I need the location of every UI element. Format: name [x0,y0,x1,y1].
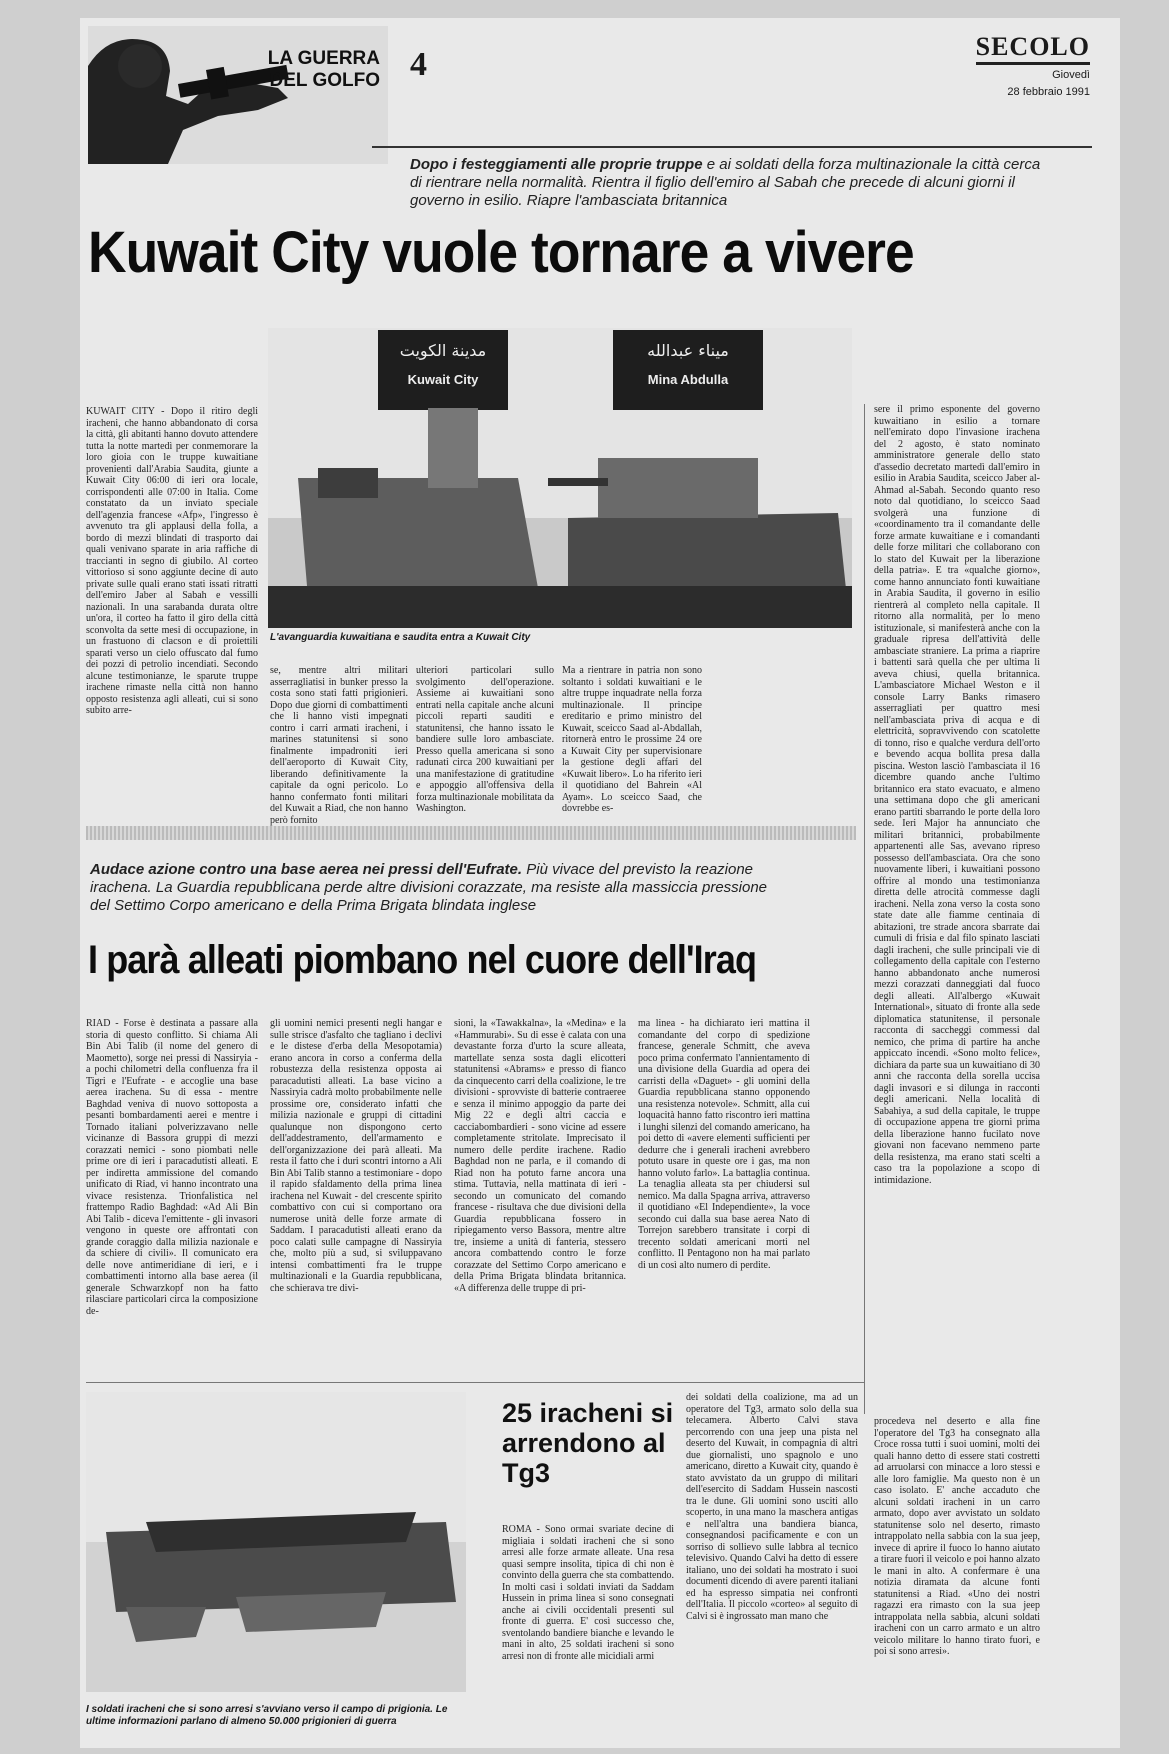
story3-col1: ROMA - Sono ormai svariate decine di migliaia i soldati iracheni che si sono arresi alle forze armate alleate. Una resa quasi sempre insolita, tipica di chi non è convinto della guerra che sta combattendo. In molti casi i soldati inviati da Saddam Hussein in prima linea si sono consegnati anche ai civili occidentali presenti sul fronte di guerra. E' così successo che, sventolando bandiere bianche e levando le mani in alto, 25 soldati iracheni si sono arresi non di fronte alle micidiali armi [502,1524,674,1662]
soldier-with-gun-illustration [88,26,388,164]
story2-col3: sioni, la «Tawakkalna», la «Medina» e la «Hammurabi». Su di esse è calata con una devastante forza d'urto la scure alleata, martellate senza sosta dagli elicotteri statunitensi «Abrams» e presso di fianco da cinquecento carri della coalizione, le tre divisioni - sprovviste di batterie contraeree e senza il minimo appoggio da parte dei Mig 22 e degli altri caccia e cacciabombardieri - sono vicine ad essere completamente stritolate. Imprecisato il numero delle perdite irachene. Radio Baghdad non ne parla, e il comando di Riad non ha potuto farne ancora una stima. Tuttavia, nella mattinata di ieri - secondo un comunicato del comando francese - risultava che due divisioni della Guardia repubblicana fossero in ripiegamento verso Bassora, mentre altre tre, insieme a unità di fanteria, stessero ancora combattendo contro le forze corazzate del Settimo Corpo americano e della Prima Brigata blindata britannica. «A differenza delle truppe di pri- [454,1018,626,1294]
sign-right-text: Mina Abdulla [647,372,729,387]
masthead-date: 28 febbraio 1991 [1007,86,1090,98]
story1-photo [268,328,852,628]
newspaper-page [80,18,1120,1748]
story1-col2: se, mentre altri militari asserragliatisi in bunker presso la costa sono stati fatti prigionieri. Dopo due giorni di combattimenti che li hanno visti impegnati contro i carri armati iracheni, i marines statunitensi si sono finalmente impadroniti ieri dell'aeroporto di Kuwait City, liberando definitivamente la capitale da ogni pericolo. Lo hanno confermato fonti militari del Kuwait a Riad, che non hanno però fornito [270,665,408,826]
story1-headline: Kuwait City vuole tornare a vivere [88,220,914,285]
story3-col2: dei soldati della coalizione, ma ad un operatore del Tg3, armato solo della sua telecamera. Alberto Calvi stava percorrendo con una jeep una pista nel deserto del Kuwait, in compagnia di altri due giornalisti, uno spagnolo e uno americano, diretto a Kuwait city, quando è stato avvistato da un gruppo di militari dell'esercito di Saddam Hussein nascosti tra le dune. Gli uomini sono usciti allo scoperto, in una mano la maschera antigas e nell'altra una bandiera bianca, consegnandosi pacificamente e con un sorriso di sollievo sulle labbra al tecnico televisivo. Quando Calvi ha detto di essere italiano, uno dei soldati ha mostrato i suoi documenti dicendo di avere parenti italiani ed ha espresso simpatia nei confronti dell'Italia. Il piccolo «corteo» al seguito di Calvi si è ingrossato man mano che [686,1392,858,1622]
story1-col5: sere il primo esponente del governo kuwaitiano in esilio a tornare nell'emirato dopo l'invasione irachena del 2 agosto, è stato nominato amministratore generale dello stato d'assedio decretato martedì dall'emiro in esilio in Arabia Saudita, sceicco Jaber al-Ahmad al-Sabah. Secondo quanto reso noto dal quotidiano, lo sceicco Saad svolgerà una funzione di «coordinamento tra il comandante delle forze armate kuwaitiane e i comandanti delle forze militari che collaborano con lo stato del Kuwait per la liberazione della patria». E tra «qualche giorno», come hanno annunciato fonti kuwaitiane in Arabia Saudita, il governo in esilio rientrerà al completo nella capitale. Il ritorno alla normalità, per lo meno istituzionale, si manifesterà anche con la graduale ripresa dell'attività delle ambasciate straniere. La prima a riaprire i battenti sarà quella che per ultima li aveva chiusi, quella britannica. L'ambasciatore Michael Weston e il console Larry Banks rimasero asserragliati per quattro mesi nell'ambasciata priva di acqua e di elettricità, sopravvivendo con scatolette di tonno, riso e qualche verdura dell'orto e bevendo acqua bollita presa dalla piscina. Weston lasciò l'ambasciata il 16 dicembre quando anche l'ultimo britannico era stato evacuato, e almeno una settimana dopo che gli americani erano partiti sbarrando le porte della loro sede. Ieri Major ha annunciato che militari britannici, probabilmente appartenenti alle Sas, avevano ripreso possesso dell'ambasciata. Ora che sono nuovamente liberi, i kuwaitiani possono offrire al mondo una testimonianza diretta delle atrocità commesse dagli iracheni. Nella zona verso la costa sono state date alle fiamme centinaia di abitazioni, tre strade ancora sbarrate dai cumuli di frisia e dal filo spinato lasciati dagli iracheni, che sulle principali vie di collegamento della capitale con l'esterno hanno abbandonato anche numerosi mezzi corazzati danneggiati dal fuoco degli alleati. All'albergo «Kuwait International», situato di fronte alla sede diplomatica statunitense, il personale racconta di saccheggi commessi dal nemico, che prima di partire ha anche appiccato incendi. «Sono molto felice», dichiara da parte sua un kuwaitiano di 30 anni che racconta della sorella uccisa dagli invasori e si dilunga in racconti degli americani. Nella località di Sabahiya, a sud della capitale, le truppe di occupazione appena tre giorni prima della liberazione hanno fucilato nove giovani non facevano nemmeno parte della resistenza, ma erano stati scelti a caso tra la popolazione a scopo di intimidazione. [874,404,1040,1186]
page-number: 4 [410,46,427,83]
sign-left-text: Kuwait City [407,372,479,387]
section-logo [88,26,388,164]
story3-col3: procedeva nel deserto e alla fine l'operatore del Tg3 ha consegnato alla Croce rossa tutti i suoi uomini, molti dei quali hanno detto di essere stati costretti ad arruolarsi con minacce a loro stessi e alle loro famiglie. Ma questo non è un caso isolato. E' anche accaduto che alcuni soldati iracheni in un carro armato, dopo aver avvistato un soldato statunitense solo nel deserto, rimasto intrappolato nella sabbia con la sua jeep, invece di aprire il fuoco lo hanno aiutato a tirare fuori il veicolo e poi hanno alzato le mani in alto. A confermare è una notizia diramata da alcune fonti statunitensi a Riad. «Uno dei nostri ragazzi era rimasto con la sua jeep intrappolata nella sabbia, alcuni soldati iracheni con un carro armato e un altro veicolo militare lo hanno tirato fuori, e poi si sono arresi». [874,1416,1040,1657]
story3-headline: 25 iracheni si arrendono al Tg3 [502,1398,674,1488]
tanks-convoy-photo [268,328,852,628]
header-rule [372,146,1092,148]
story1-caption: L'avanguardia kuwaitiana e saudita entra a Kuwait City [270,632,531,643]
story3-photo [86,1392,466,1692]
story2-col2: gli uomini nemici presenti negli hangar e sulle strisce d'asfalto che tagliano i declivi e le distese d'erba della Mesopotamia) erano ancora in corso a conferma della robustezza della resistenza opposta ai paracadutisti alleati. La base vicino a Nassiryia cadrà molto probabilmente nelle prossime ore, considerato infatti che milizia nazionale e gruppi di cittadini qualunque non dispongono certo dell'addestramento, dell'armamento e dell'organizzazione dei parà alleati. Ma resta il fatto che i duri scontri intorno a Ali Bin Abi Talib stanno a testimoniare - dopo il rapido sfaldamento della prima linea irachena nel Kuwait - del crescente spirito combattivo con cui si comportano ora numerose unità delle forze armate di Saddam. I paracadutisti alleati erano da poco calati sulle campagne di Nassiryia che, molto più a sud, si sviluppavano intensi combattimenti fra le truppe multinazionali e la Guardia repubblicana, che schierava tre divi- [270,1018,442,1294]
story2-kicker [90,861,790,915]
masthead-name: SECOLO [976,32,1090,65]
prisoners-photo [86,1392,466,1692]
story2-col1: RIAD - Forse è destinata a passare alla storia di questo conflitto. Si chiama Ali Bin Abi Talib (il nome del genero di Maometto), sorge nei pressi di Nassiryia - a pochi chilometri della confluenza fra il Tigri e l'Eufrate - e accoglie una base aerea irachena. Su di essa - mentre Baghdad veniva di nuovo sottoposta a pesanti bombardamenti aerei e mentre i Tornado italiani polverizzavano nelle vicinanze di Bassora gruppi di mezzi corazzati nemici - sono piombati nelle prime ore di ieri i paracadutisti alleati. E per indiretta ammissione del comando unificato di Riad, vi hanno incontrato una vivace resistenza. Trionfalistica nel frattempo Radio Baghdad: «Ad Ali Bin Abi Talib - diceva l'emittente - gli invasori vengono in queste ore affrontati con grande coraggio dalla milizia nazionale e da schiere di civili». Il comunicato era delle nove antimeridiane di ieri, e i combattimenti intorno alla base aerea (il generale Schwarzkopf non ha fatto rilasciare particolari circa la composizione de- [86,1018,258,1317]
story1-col3: ulteriori particolari sullo svolgimento dell'operazione. Assieme ai kuwaitiani sono entrati nella capitale anche alcuni piccoli reparti sauditi e statunitensi, che hanno issato le bandiere sulle loro ambasciate. Presso quella americana si sono radunati circa 200 kuwaitiani per una manifestazione di gratitudine e appoggio all'offensiva della forza multinazionale mobilitata da Washington. [416,665,554,814]
masthead [976,32,1090,99]
sign-left-arabic: مدينة الكويت [399,341,487,360]
story1-col4: Ma a rientrare in patria non sono soltanto i soldati kuwaitiani e le altre truppe inquadrate nella forza multinazionale. Il principe ereditario e primo ministro del Kuwait, sceicco Saad al-Abdallah, ritornerà entro le prossime 24 ore a Kuwait City per supervisionare la gestione degli affari del «Kuwait libero». Lo ha riferito ieri il quotidiano del Bahrein «Al Ayam». Lo sceicco Saad, che dovrebbe es- [562,665,702,814]
story2-kicker-text: Più vivace del previsto la reazione irachena. La Guardia repubblicana perde altre divisioni corazzate, ma resiste alla massiccia pressione del Settimo Corpo americano e della Prima Brigata blindata inglese [90,861,768,914]
section-separator [86,826,856,840]
story1-col1: KUWAIT CITY - Dopo il ritiro degli iracheni, che hanno abbandonato di corsa la città, gli abitanti hanno dovuto attendere tutta la notte martedì per conmemorare la loro gioia con le truppe kuwaitiane provenienti dall'Arabia Saudita, giunte a Kuwait City 06:00 di ieri ora locale, corrispondenti alle 07:00 in Italia. Come constatato da un inviato speciale dell'agenzia francese «Afp», l'ingresso è avvenuto tra gli applausi della folla, a bordo di mezzi blindati di trasporto dai quali venivano sparate in aria raffiche di traccianti in segno di giubilo. Al corteo vittorioso si sono aggiunte decine di auto private sulle quali erano stati issati ritratti dell'emiro Jaber al Sabah e vessilli nazionali. In una sarabanda durata oltre un'ora, il corteo ha fatto il giro della città sconvolta da sette mesi di occupazione, in un frastuono di clacson e di proiettili sparati verso un cielo offuscato dal fumo dei pozzi di petrolio incendiati. Secondo alcune testimonianze, le sparute truppe irachene rimaste nella città non hanno opposto resistenza agli alleati, cui si sono subito arre- [86,406,258,716]
story2-col4: ma linea - ha dichiarato ieri mattina il comandante del corpo di spedizione francese, generale Schmitt, che aveva poco prima confermato l'annientamento di una divisione della Guardia ad opera dei carristi della «Daguet» - gli uomini della Guardia repubblicana stanno opponendo una resistenza notevole». Schmitt, alla cui loquacità hanno fatto riscontro ieri mattina i lunghi silenzi del comando americano, ha poi detto di «avere elementi sufficienti per dedurre che i generali iracheni avrebbero potuto usare in queste ore i gas, ma non hanno voluto farlo». La battaglia continua. La tenaglia alleata sta per chiudersi sul nemico. Ma dalla Spagna arriva, attraverso il quotidiano «El Independiente», la voce secondo cui dalla sua base aerea Nato di Torrejon sarebbero transitate i corpi di trecento soldati americani morti nel conflitto. Il Pentagono non ha mai parlato di un così alto numero di perdite. [638,1018,810,1271]
story2-headline: I parà alleati piombano nel cuore dell'Iraq [88,938,757,982]
story1-kicker-bold: Dopo i festeggiamenti alle proprie truppe [410,156,703,173]
masthead-day: Giovedì [1052,69,1090,81]
story2-kicker-bold: Audace azione contro una base aerea nei pressi dell'Eufrate. [90,861,523,878]
story1-kicker-text: e ai soldati della forza multinazionale la città cerca di rientrare nella normalità. Rientra il figlio dell'emiro al Sabah che precede di alcuni giorni il governo in esilio. Riapre l'ambasciata britannica [410,156,1041,209]
sign-right-arabic: ميناء عبدالله [647,341,729,360]
bottom-rule [86,1382,864,1383]
section-title: LA GUERRA DEL GOLFO [267,48,380,91]
column-divider [864,404,865,1414]
story1-kicker [410,156,1050,210]
story3-caption: I soldati iracheni che si sono arresi s'avviano verso il campo di prigionia. Le ultime informazioni parlano di almeno 50.000 prigionieri di guerra [86,1704,448,1727]
